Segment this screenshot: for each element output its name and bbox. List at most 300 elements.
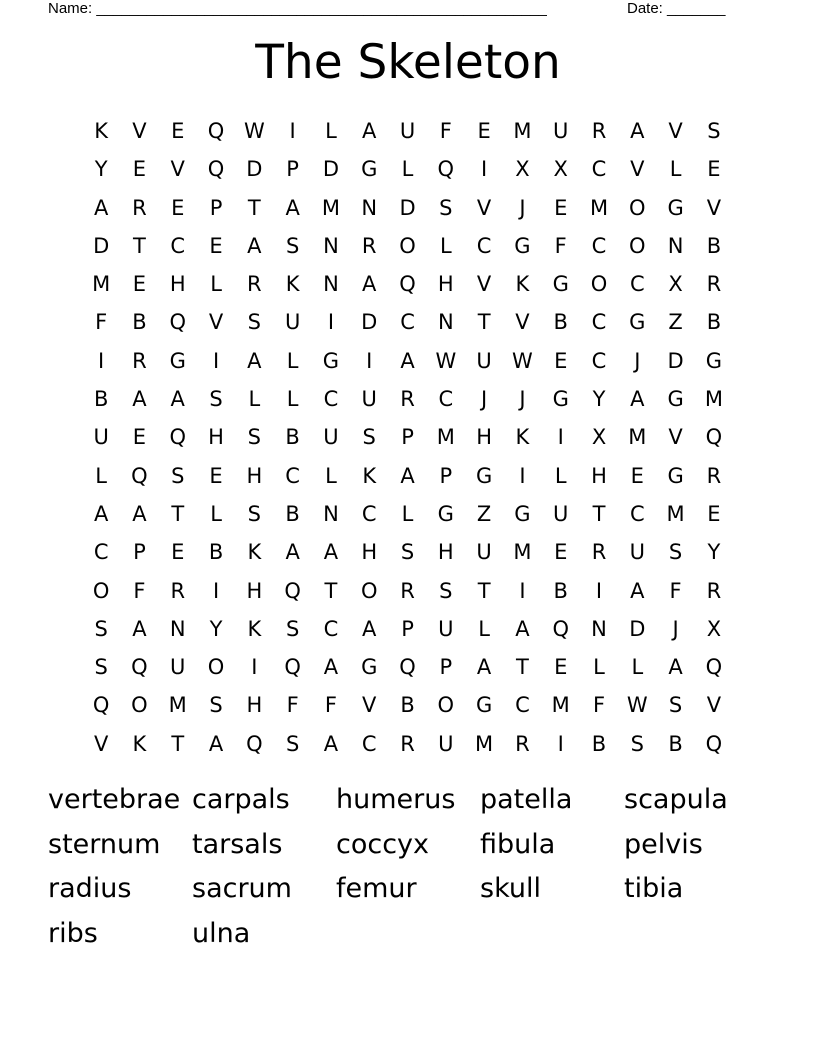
grid-letter: E (209, 233, 223, 258)
grid-letter: C (361, 501, 377, 526)
grid-letter: U (361, 387, 377, 412)
grid-letter: K (515, 272, 530, 297)
grid-letter: R (400, 387, 415, 412)
grid-letter: C (591, 233, 607, 258)
grid-letter: V (476, 272, 492, 297)
grid-letter: A (515, 616, 530, 641)
grid-letter: N (169, 616, 186, 641)
grid-letter: A (170, 387, 185, 412)
grid-letter: M (436, 425, 455, 450)
grid-letter: D (322, 157, 340, 182)
grid-letter: E (554, 655, 568, 680)
grid-letter: B (591, 731, 607, 756)
grid-letter: L (210, 272, 222, 297)
word-bank-item: femur (336, 873, 417, 904)
grid-letter: C (438, 387, 454, 412)
grid-letter: A (362, 616, 377, 641)
grid-letter: C (361, 731, 377, 756)
grid-letter: S (668, 540, 683, 565)
grid-letter: H (246, 463, 263, 488)
grid-letter: I (557, 425, 564, 450)
grid-letter: I (212, 578, 220, 603)
grid-letter: J (481, 387, 488, 412)
grid-letter: R (706, 578, 722, 603)
grid-letter: J (634, 348, 641, 373)
grid-letter: H (437, 540, 454, 565)
grid-letter: W (626, 693, 648, 718)
grid-letter: B (285, 501, 300, 526)
grid-letter: A (400, 463, 415, 488)
grid-letter: J (672, 616, 679, 641)
grid-letter: B (668, 731, 683, 756)
grid-letter: Q (552, 616, 569, 641)
grid-letter: V (132, 119, 147, 143)
grid-letter: R (400, 578, 415, 603)
grid-letter: P (401, 425, 414, 450)
grid-letter: C (93, 540, 109, 565)
grid-letter: Q (92, 693, 110, 718)
grid-letter: P (133, 540, 146, 565)
grid-letter: M (475, 731, 494, 756)
grid-letter: Q (284, 655, 301, 680)
grid-letter: V (93, 731, 109, 756)
grid-letter: K (247, 540, 262, 565)
grid-letter: R (361, 233, 377, 258)
grid-letter: E (554, 195, 568, 220)
grid-letter: A (630, 387, 645, 412)
grid-letter: G (361, 655, 378, 680)
grid-letter: N (667, 233, 684, 258)
grid-letter: G (361, 157, 378, 182)
grid-letter: N (323, 501, 339, 526)
grid-letter: L (325, 119, 337, 143)
word-bank-item: humerus (336, 784, 456, 815)
grid-letter: S (247, 501, 261, 526)
grid-letter: L (401, 501, 414, 526)
grid-letter: M (628, 425, 647, 450)
grid-letter: F (95, 310, 108, 335)
grid-letter: I (595, 578, 603, 603)
grid-letter: Y (94, 157, 108, 182)
grid-letter: A (132, 616, 147, 641)
grid-letter: E (132, 272, 147, 297)
word-bank-item: patella (480, 784, 573, 815)
grid-letter: S (285, 731, 300, 756)
grid-letter: S (247, 310, 261, 335)
grid-letter: U (438, 616, 454, 641)
word-bank-item: sternum (48, 828, 161, 860)
grid-letter: E (707, 157, 721, 182)
grid-letter: M (704, 387, 723, 412)
grid-letter: Q (705, 425, 723, 450)
grid-letter: L (325, 463, 337, 488)
grid-letter: S (439, 578, 453, 603)
grid-letter: C (285, 463, 300, 488)
grid-letter: K (94, 119, 109, 143)
grid-letter: S (362, 425, 376, 450)
grid-letter: A (668, 655, 683, 680)
grid-letter: R (400, 731, 415, 756)
grid-letter: E (554, 348, 568, 373)
grid-letter: N (323, 233, 339, 258)
grid-letter: B (285, 425, 300, 450)
grid-letter: A (400, 348, 415, 373)
grid-letter: O (92, 578, 110, 603)
grid-letter: H (437, 272, 454, 297)
grid-letter: S (439, 195, 453, 220)
grid-letter: R (591, 540, 607, 565)
grid-letter: V (362, 693, 377, 718)
grid-letter: R (170, 578, 186, 603)
grid-letter: C (591, 310, 607, 335)
grid-letter: W (243, 119, 265, 143)
grid-letter: I (481, 157, 488, 182)
grid-letter: M (513, 119, 532, 143)
grid-letter: T (477, 578, 491, 603)
grid-letter: H (591, 463, 607, 488)
grid-letter: Q (131, 655, 148, 680)
grid-letter: G (437, 501, 454, 526)
grid-letter: F (439, 119, 452, 143)
grid-letter: R (132, 195, 147, 220)
grid-letter: Z (668, 310, 683, 335)
grid-letter: U (323, 425, 339, 450)
grid-letter: M (168, 693, 187, 718)
word-bank-item: scapula (624, 784, 728, 815)
grid-letter: F (324, 693, 337, 718)
grid-letter: N (323, 272, 339, 297)
grid-letter: Q (284, 578, 301, 603)
grid-letter: S (285, 616, 300, 641)
grid-letter: T (171, 731, 185, 756)
word-bank-item: ulna (192, 917, 251, 949)
grid-letter: S (247, 425, 261, 450)
grid-letter: X (706, 616, 722, 641)
grid-letter: S (707, 119, 721, 143)
grid-letter: B (553, 578, 568, 603)
grid-letter: A (285, 540, 300, 565)
grid-letter: P (439, 655, 453, 680)
grid-letter: L (669, 157, 682, 182)
grid-letter: T (592, 501, 606, 526)
grid-letter: S (94, 655, 108, 680)
grid-letter: B (553, 310, 568, 335)
grid-letter: I (98, 348, 105, 373)
grid-letter: V (170, 157, 185, 182)
grid-letter: I (212, 348, 220, 373)
grid-letter: C (591, 348, 607, 373)
grid-letter: A (247, 233, 262, 258)
grid-letter: V (668, 119, 683, 143)
grid-letter: W (512, 348, 533, 373)
grid-letter: J (519, 195, 526, 220)
grid-letter: G (667, 387, 684, 412)
grid-letter: C (400, 310, 415, 335)
grid-letter: C (476, 233, 492, 258)
grid-letter: V (706, 195, 722, 220)
grid-letter: W (435, 348, 457, 373)
word-bank-item: ribs (48, 917, 98, 949)
grid-letter: C (515, 693, 530, 718)
grid-letter: E (171, 119, 185, 143)
grid-letter: G (705, 348, 723, 373)
grid-letter: S (400, 540, 415, 565)
grid-letter: G (514, 501, 531, 526)
grid-letter: K (285, 272, 300, 297)
grid-letter: S (285, 233, 300, 258)
grid-letter: S (171, 463, 185, 488)
grid-letter: U (476, 540, 492, 565)
word-bank-item: sacrum (192, 873, 292, 904)
grid-letter: O (131, 693, 148, 718)
grid-letter: X (591, 425, 607, 450)
grid-letter: X (668, 272, 683, 297)
grid-letter: I (519, 578, 526, 603)
grid-letter: G (629, 310, 646, 335)
grid-letter: M (513, 540, 532, 565)
grid-letter: U (438, 731, 454, 756)
grid-letter: G (475, 693, 493, 718)
grid-letter: F (554, 233, 567, 258)
grid-letter: E (630, 463, 644, 488)
grid-letter: A (362, 119, 377, 143)
grid-letter: G (169, 348, 186, 373)
grid-letter: O (207, 655, 225, 680)
grid-letter: Q (399, 272, 416, 297)
grid-letter: Y (707, 540, 721, 565)
grid-letter: E (477, 119, 491, 143)
grid-letter: Q (169, 310, 186, 335)
grid-letter: L (593, 655, 605, 680)
grid-letter: P (209, 195, 223, 220)
word-bank-item: fibula (480, 828, 556, 860)
grid-letter: H (208, 425, 224, 450)
grid-letter: R (706, 463, 722, 488)
grid-letter: Q (131, 463, 148, 488)
grid-letter: A (132, 501, 147, 526)
grid-letter: O (629, 233, 646, 258)
grid-letter: L (286, 387, 299, 412)
grid-letter: I (557, 731, 564, 756)
grid-letter: K (132, 731, 147, 756)
grid-letter: D (629, 616, 646, 641)
grid-letter: O (629, 195, 646, 220)
grid-letter: N (591, 616, 607, 641)
grid-letter: P (439, 463, 453, 488)
grid-letter: V (476, 195, 492, 220)
grid-letter: A (630, 119, 645, 143)
grid-letter: O (399, 233, 416, 258)
grid-letter: G (322, 348, 340, 373)
grid-letter: F (669, 578, 682, 603)
grid-letter: H (246, 693, 263, 718)
grid-letter: D (667, 348, 684, 373)
word-bank-item: tibia (624, 873, 684, 904)
grid-letter: B (706, 310, 722, 335)
grid-letter: O (590, 272, 608, 297)
grid-letter: R (247, 272, 262, 297)
grid-letter: B (93, 387, 109, 412)
grid-letter: M (589, 195, 609, 220)
grid-letter: U (170, 655, 186, 680)
grid-letter: C (323, 387, 339, 412)
word-bank-item: skull (480, 873, 541, 904)
grid-letter: Y (592, 387, 606, 412)
grid-letter: L (554, 463, 567, 488)
grid-letter: L (401, 157, 414, 182)
grid-letter: V (668, 425, 683, 450)
grid-letter: H (169, 272, 186, 297)
grid-letter: A (476, 655, 492, 680)
grid-letter: U (93, 425, 109, 450)
grid-letter: M (321, 195, 340, 220)
grid-letter: K (247, 616, 262, 641)
grid-letter: A (247, 348, 262, 373)
word-bank-item: radius (48, 873, 132, 904)
grid-letter: H (246, 578, 263, 603)
grid-letter: E (171, 195, 185, 220)
grid-letter: F (286, 693, 299, 718)
grid-letter: L (478, 616, 490, 641)
grid-letter: C (170, 233, 186, 258)
grid-letter: A (93, 501, 109, 526)
grid-letter: U (553, 501, 569, 526)
grid-letter: C (323, 616, 339, 641)
grid-letter: U (476, 348, 492, 373)
grid-letter: B (706, 233, 722, 258)
grid-letter: A (362, 272, 377, 297)
grid-letter: V (515, 310, 530, 335)
word-bank-item: vertebrae (48, 784, 181, 815)
grid-letter: E (209, 463, 223, 488)
grid-letter: H (476, 425, 493, 450)
grid-letter: T (133, 233, 146, 258)
grid-letter: S (630, 731, 644, 756)
grid-letter: I (327, 310, 335, 335)
grid-letter: A (93, 195, 109, 220)
grid-letter: L (631, 655, 644, 680)
grid-letter: Q (437, 157, 455, 182)
grid-letter: Q (705, 655, 723, 680)
grid-letter: O (437, 693, 455, 718)
grid-letter: C (629, 501, 645, 526)
grid-letter: U (399, 119, 416, 143)
grid-letter: E (171, 540, 185, 565)
grid-letter: T (171, 501, 185, 526)
page-title: The Skeleton (255, 35, 561, 90)
grid-letter: X (515, 157, 530, 182)
grid-letter: V (208, 310, 224, 335)
grid-letter: A (323, 731, 339, 756)
grid-letter: J (519, 387, 526, 412)
grid-letter: G (514, 233, 531, 258)
grid-letter: F (592, 693, 606, 718)
grid-letter: A (285, 195, 300, 220)
grid-letter: K (515, 425, 530, 450)
name-field-label: Name: ______________________________________________________ (48, 0, 547, 17)
grid-letter: T (247, 195, 261, 220)
grid-letter: T (516, 655, 529, 680)
grid-letter: G (552, 387, 569, 412)
grid-letter: B (132, 310, 147, 335)
grid-letter: T (477, 310, 491, 335)
grid-letter: N (361, 195, 378, 220)
grid-letter: R (591, 119, 607, 143)
grid-letter: Q (399, 655, 416, 680)
grid-letter: L (95, 463, 107, 488)
grid-letter: Z (476, 501, 492, 526)
grid-letter: G (475, 463, 493, 488)
grid-letter: U (284, 310, 301, 335)
grid-letter: G (667, 463, 684, 488)
grid-letter: Q (207, 119, 225, 143)
grid-letter: T (324, 578, 338, 603)
grid-letter: C (629, 272, 645, 297)
grid-letter: A (208, 731, 224, 756)
letter-grid (82, 112, 734, 763)
grid-letter: E (554, 540, 568, 565)
grid-letter: D (361, 310, 378, 335)
grid-letter: B (400, 693, 415, 718)
grid-letter: X (553, 157, 568, 182)
word-bank-item: tarsals (192, 828, 283, 860)
grid-letter: A (630, 578, 645, 603)
grid-letter: Q (207, 157, 225, 182)
grid-letter: Q (169, 425, 186, 450)
grid-letter: A (132, 387, 147, 412)
grid-letter: E (132, 425, 147, 450)
grid-letter: Q (246, 731, 263, 756)
grid-letter: U (553, 119, 569, 143)
grid-letter: S (668, 693, 683, 718)
grid-letter: A (323, 655, 339, 680)
word-bank (48, 778, 768, 956)
grid-letter: P (286, 157, 299, 182)
grid-letter: G (667, 195, 684, 220)
word-bank-item: carpals (192, 784, 290, 815)
grid-letter: D (93, 233, 110, 258)
grid-letter: M (666, 501, 685, 526)
grid-letter: M (551, 693, 570, 718)
date-field-label: Date: _______ (627, 0, 726, 17)
grid-letter: R (132, 348, 147, 373)
grid-letter: Y (209, 616, 223, 641)
word-bank-item: pelvis (624, 828, 703, 860)
grid-letter: L (248, 387, 261, 412)
grid-letter: S (94, 616, 108, 641)
grid-letter: I (519, 463, 526, 488)
grid-letter: S (209, 387, 223, 412)
grid-letter: Q (705, 731, 723, 756)
grid-letter: E (132, 157, 147, 182)
grid-letter: K (362, 463, 377, 488)
grid-letter: V (706, 693, 722, 718)
grid-letter: L (439, 233, 452, 258)
grid-letter: A (323, 540, 339, 565)
grid-letter: B (208, 540, 224, 565)
grid-letter: I (251, 655, 258, 680)
grid-letter: M (92, 272, 111, 297)
grid-letter: H (361, 540, 378, 565)
grid-letter: D (246, 157, 263, 182)
grid-letter: L (210, 501, 222, 526)
grid-letter: V (630, 157, 645, 182)
grid-letter: R (706, 272, 722, 297)
grid-letter: F (133, 578, 146, 603)
grid-letter: U (629, 540, 645, 565)
grid-letter: N (437, 310, 454, 335)
grid-letter: O (360, 578, 378, 603)
